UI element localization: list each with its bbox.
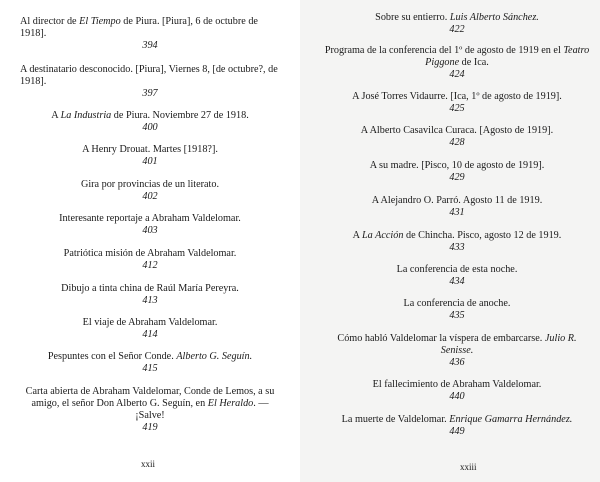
entry-page-number: 422 <box>449 24 465 35</box>
entry-title: La muerte de Valdelomar. Enrique Gamarra Hernández. <box>341 414 573 425</box>
entry-page-number: 403 <box>142 225 158 236</box>
entry-title: A su madre. [Pisco, 10 de agosto de 1919]. <box>369 160 545 171</box>
entry-page-number: 433 <box>449 242 465 253</box>
entry-title: A La Acción de Chincha. Pisco, agosto 12 de 1919. <box>352 230 562 241</box>
entry-page-number: 402 <box>142 191 158 202</box>
entry-page-number: 436 <box>449 357 465 368</box>
entry-page-number: 440 <box>449 391 465 402</box>
entry-title: Interesante reportaje a Abraham Valdelomar. <box>59 213 241 224</box>
entry-page-number: 412 <box>142 260 158 271</box>
entry-title: El viaje de Abraham Valdelomar. <box>82 317 218 328</box>
contents-entry <box>322 195 592 219</box>
entry-title: Gira por provincias de un literato. <box>80 179 220 190</box>
contents-entry <box>322 230 592 254</box>
entry-title: Programa de la conferencia del 1º de agosto de 1919 en el Teatro Piggone de Ica. <box>324 45 590 68</box>
entry-page-number: 419 <box>142 422 158 433</box>
entry-title: Sobre su entierro. Luis Alberto Sánchez. <box>375 12 539 23</box>
contents-entry <box>322 414 592 438</box>
page-folio: xxiii <box>460 462 477 472</box>
entry-title: A José Torres Vidaurre. [Ica, 1º de agosto de 1919]. <box>352 91 562 102</box>
contents-entry <box>20 386 280 434</box>
contents-entry <box>20 110 280 134</box>
entry-title: Al director de El Tiempo de Piura. [Piura], 6 de octubre de 1918]. <box>20 16 258 39</box>
contents-entry <box>20 317 280 341</box>
entry-page-number: 424 <box>449 69 465 80</box>
entry-title: Carta abierta de Abraham Valdelomar, Conde de Lemos, a su amigo, el señor Don Alberto G. Seguín, en El Heraldo. — ¡Salve! <box>25 386 275 421</box>
entry-title: Cómo habló Valdelomar la víspera de embarcarse. Julio R. Senisse. <box>337 333 577 356</box>
entry-title: Pespuntes con el Señor Conde. Alberto G. Seguín. <box>47 351 253 362</box>
entry-page-number: 415 <box>142 363 158 374</box>
entry-page-number: 435 <box>449 310 465 321</box>
entry-title: La conferencia de esta noche. <box>396 264 518 275</box>
contents-entry <box>322 264 592 288</box>
entry-page-number: 429 <box>449 172 465 183</box>
contents-entry <box>322 91 592 115</box>
entry-title: A destinatario desconocido. [Piura], Viernes 8, [de octubre?, de 1918]. <box>20 64 278 87</box>
contents-entry <box>20 351 280 375</box>
right-page <box>300 0 600 482</box>
entry-page-number: 414 <box>142 329 158 340</box>
right-contents-column <box>322 0 592 482</box>
left-contents-column <box>20 0 280 482</box>
entry-page-number: 397 <box>142 88 158 99</box>
entry-title: La conferencia de anoche. <box>403 298 511 309</box>
contents-entry <box>322 45 592 81</box>
contents-entry <box>20 283 280 307</box>
entry-title: A Alberto Casavilca Curaca. [Agosto de 1919]. <box>360 125 554 136</box>
entry-page-number: 431 <box>449 207 465 218</box>
entry-title: A Alejandro O. Parró. Agosto 11 de 1919. <box>371 195 543 206</box>
entry-page-number: 394 <box>142 40 158 51</box>
entry-title: El fallecimiento de Abraham Valdelomar. <box>372 379 542 390</box>
contents-entry <box>20 16 280 52</box>
entry-title: Dibujo a tinta china de Raúl María Pereyra. <box>61 283 239 294</box>
contents-entry <box>322 12 592 36</box>
entry-title: A La Industria de Piura. Noviembre 27 de 1918. <box>51 110 249 121</box>
entry-page-number: 413 <box>142 295 158 306</box>
entry-page-number: 449 <box>449 426 465 437</box>
contents-entry <box>20 248 280 272</box>
contents-entry <box>20 213 280 237</box>
entry-page-number: 425 <box>449 103 465 114</box>
entry-page-number: 428 <box>449 137 465 148</box>
contents-entry <box>322 160 592 184</box>
page-folio: xxii <box>141 459 156 469</box>
contents-entry <box>20 179 280 203</box>
entry-title: Patriótica misión de Abraham Valdelomar. <box>63 248 237 259</box>
entry-page-number: 434 <box>449 276 465 287</box>
entry-title: A Henry Drouat. Martes [1918?]. <box>82 144 218 155</box>
contents-entry <box>322 379 592 403</box>
contents-entry <box>322 298 592 322</box>
contents-entry <box>20 144 280 168</box>
contents-entry <box>322 125 592 149</box>
entry-page-number: 401 <box>142 156 158 167</box>
entry-page-number: 400 <box>142 122 158 133</box>
contents-entry <box>322 333 592 369</box>
contents-entry <box>20 64 280 100</box>
